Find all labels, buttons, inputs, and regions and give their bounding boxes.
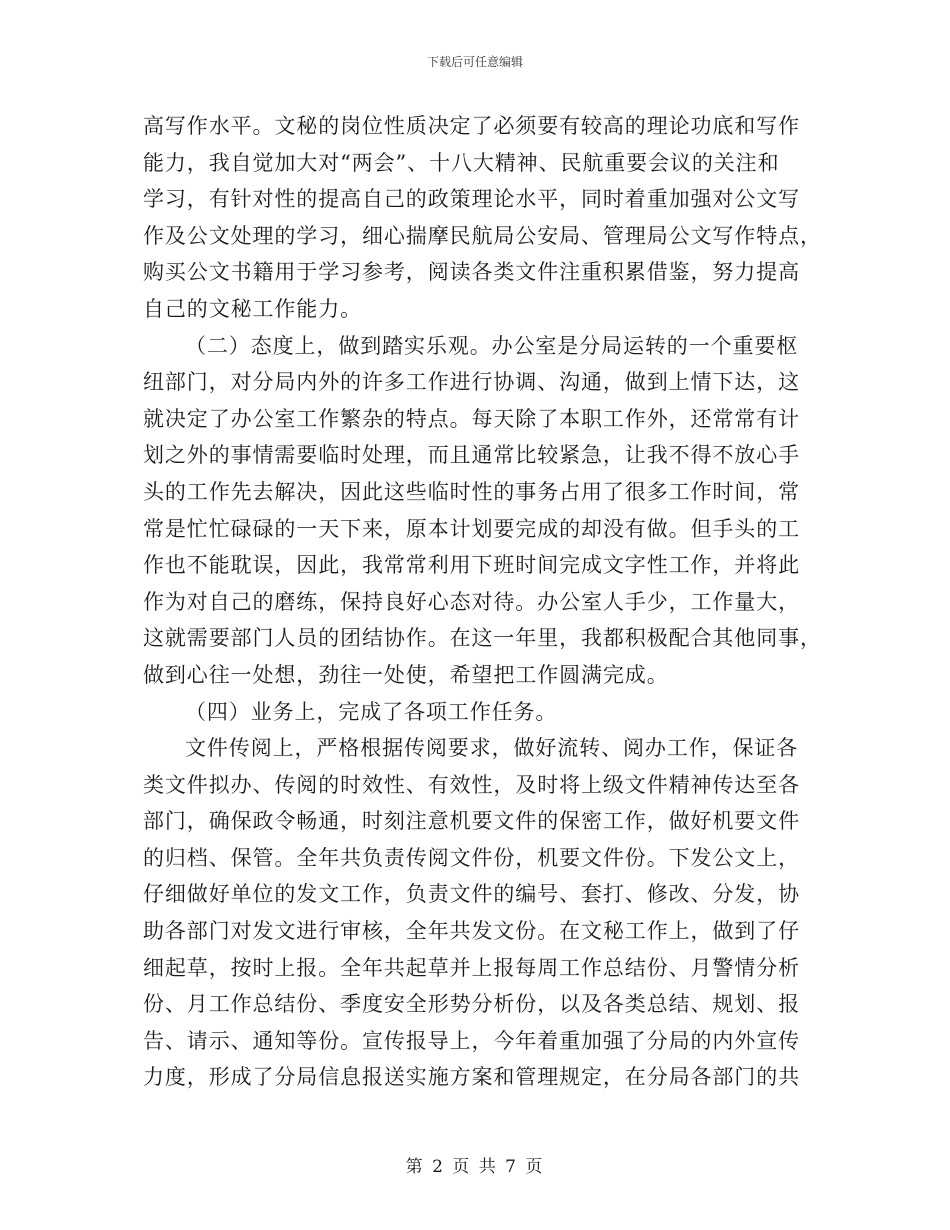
text-line: 自己的文秘工作能力。 [143,296,362,321]
text-line: 仔细做好单位的发文工作，负责文件的编号、套打、修改、分发，协 [143,882,800,907]
text-line: 作也不能耽误，因此，我常常利用下班时间完成文字性工作，并将此 [143,553,800,578]
text-line: 细起草，按时上报。全年共起草并上报每周工作总结份、月警情分析 [143,955,800,980]
text-line: 头的工作先去解决，因此这些临时性的事务占用了很多工作时间，常 [143,479,800,504]
text-line: 的归档、保管。全年共负责传阅文件份，机要文件份。下发公文上， [143,845,800,870]
text-line: 划之外的事情需要临时处理，而且通常比较紧急，让我不得不放心手 [143,443,800,468]
text-line: 购买公文书籍用于学习参考，阅读各类文件注重积累借鉴，努力提高 [143,260,800,285]
text-line: 力度，形成了分局信息报送实施方案和管理规定，在分局各部门的共 [143,1065,800,1090]
text-line: 能力，我自觉加大对“两会”、十八大精神、民航重要会议的关注和 [143,150,780,175]
text-line: 告、请示、通知等份。宣传报导上，今年着重加强了分局的内外宣传 [143,1028,800,1053]
text-line: 纽部门，对分局内外的许多工作进行协调、沟通，做到上情下达，这 [143,370,800,395]
text-line: 学习，有针对性的提高自己的政策理论水平，同时着重加强对公文写 [143,187,800,212]
page-header: 下载后可任意编辑 [426,55,523,69]
text-line: 作为对自己的磨练，保持良好心态对待。办公室人手少，工作量大， [143,589,800,614]
text-line: 份、月工作总结份、季度安全形势分析份，以及各类总结、规划、报 [143,992,800,1017]
text-line: 常是忙忙碌碌的一天下来，原本计划要完成的却没有做。但手头的工 [143,516,800,541]
text-line: 做到心往一处想，劲往一处使，希望把工作圆满完成。 [143,662,669,687]
section-heading-line: （四）业务上，完成了各项工作任务。 [185,699,558,724]
text-line: 就决定了办公室工作繁杂的特点。每天除了本职工作外，还常常有计 [143,406,800,431]
text-line: 助各部门对发文进行审核，全年共发文份。在文秘工作上，做到了仔 [143,919,800,944]
document-body [143,108,822,1096]
text-line: 这就需要部门人员的团结协作。在这一年里，我都积极配合其他同事， [143,626,822,651]
text-line: 高写作水平。文秘的岗位性质决定了必须要有较高的理论功底和写作 [143,114,800,138]
page-number-footer: 第 2 页 共 7 页 [405,1157,545,1177]
text-line: 作及公文处理的学习，细心揣摩民航局公安局、管理局公文写作特点， [143,223,822,248]
text-line: 部门，确保政令畅通，时刻注意机要文件的保密工作，做好机要文件 [143,809,800,834]
text-line: 类文件拟办、传阅的时效性、有效性，及时将上级文件精神传达至各 [143,772,800,797]
paragraph-start-line: 文件传阅上，严格根据传阅要求，做好流转、阅办工作，保证各 [185,736,799,761]
paragraph-start-line: （二）态度上，做到踏实乐观。办公室是分局运转的一个重要枢 [185,333,799,358]
